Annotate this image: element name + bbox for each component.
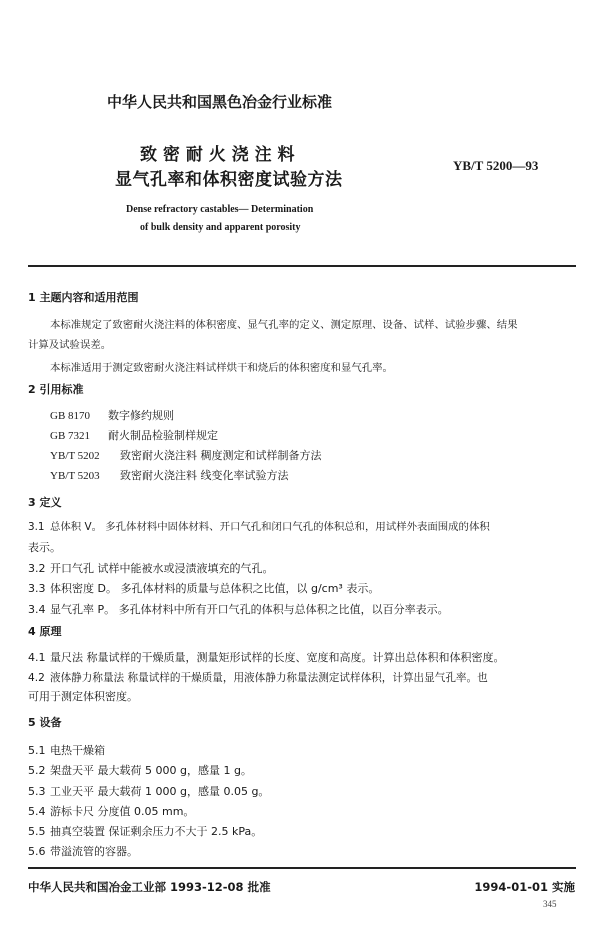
reference-title: 耐火制品检验制样规定 [108,429,218,442]
equipment-item [28,744,105,758]
clause-number: 5.4 [28,805,46,818]
clause-number: 5.5 [28,825,46,838]
page-number: 345 [543,899,557,909]
clause-number: 3.4 [28,603,46,616]
standard-code: YB/T 5200—93 [453,158,539,173]
reference-code: YB/T 5203 [50,470,100,482]
equipment-item [28,805,194,819]
clause-number: 3.1 [28,521,45,533]
reference-title: 致密耐火浇注料 线变化率试验方法 [120,469,289,482]
clause-text: 电热干燥箱 [50,744,105,757]
section-1-para-1-line-1: 本标准规定了致密耐火浇注料的体积密度、显气孔率的定义、测定原理、设备、试样、试验步骤、结果 [50,319,518,331]
definition-3-2 [28,562,274,576]
clause-number: 4.1 [28,651,46,664]
section-2-heading: 2 引用标准 [28,383,84,396]
clause-number: 4.2 [28,672,45,684]
clause-number: 5.6 [28,845,46,858]
section-1-heading: 1 主题内容和适用范围 [28,291,139,304]
clause-text: 抽真空装置 保证剩余压力不大于 2.5 kPa。 [50,825,263,838]
clause-number: 5.3 [28,785,46,798]
reference-item [50,449,322,463]
principle-4-2-cont: 可用于测定体积密度。 [28,690,138,703]
clause-number: 5.2 [28,764,46,777]
clause-number: 5.1 [28,744,46,757]
title-line-2: 显气孔率和体积密度试验方法 [115,170,343,190]
reference-code: GB 7321 [50,430,91,442]
clause-text: 架盘天平 最大载荷 5 000 g，感量 1 g。 [50,764,252,777]
reference-code: YB/T 5202 [50,450,100,462]
header-divider [28,265,576,267]
reference-item [50,469,289,483]
reference-title: 致密耐火浇注料 稠度测定和试样制备方法 [120,449,322,462]
clause-text: 工业天平 最大载荷 1 000 g，感量 0.05 g。 [50,785,270,798]
clause-text: 量尺法 称量试样的干燥质量，测量矩形试样的长度、宽度和高度。计算出总体积和体积密度。 [50,651,505,664]
principle-4-1 [28,651,505,665]
approval-note: 中华人民共和国冶金工业部 1993-12-08 批准 [28,880,271,894]
reference-code: GB 8170 [50,410,91,422]
definition-3-3 [28,582,379,596]
reference-item [50,429,218,443]
equipment-item [28,825,262,839]
section-1-para-2: 本标准适用于测定致密耐火浇注料试样烘干和烧后的体积密度和显气孔率。 [50,362,393,374]
english-title-line-1: Dense refractory castables— Determination [126,204,314,215]
clause-text: 总体积 V。 多孔体材料中固体材料、开口气孔和闭口气孔的体积总和，用试样外表面围成的体积 [50,521,490,533]
clause-number: 3.3 [28,582,46,595]
clause-text: 游标卡尺 分度值 0.05 mm。 [50,805,195,818]
issuer: 中华人民共和国黑色冶金行业标准 [107,93,333,111]
clause-number: 3.2 [28,562,46,575]
section-1-para-1-line-2: 计算及试验误差。 [28,339,112,351]
clause-text: 液体静力称量法 称量试样的干燥质量，用液体静力称量法测定试样体积，计算出显气孔率。也 [50,672,488,684]
principle-4-2 [28,671,488,685]
equipment-item [28,764,252,778]
definition-3-1 [28,520,490,534]
definition-3-1-cont: 表示。 [28,541,61,554]
reference-title: 数字修约规则 [108,409,174,422]
section-5-heading: 5 设备 [28,716,62,729]
reference-item [50,409,174,423]
effective-date: 1994-01-01 实施 [474,880,575,894]
clause-text: 开口气孔 试样中能被水或浸渍液填充的气孔。 [50,562,274,575]
clause-text: 带溢流管的容器。 [50,845,138,858]
section-4-heading: 4 原理 [28,625,62,638]
definition-3-4 [28,603,449,617]
title-line-1: 致 密 耐 火 浇 注 料 [140,145,295,165]
english-title-line-2: of bulk density and apparent porosity [140,222,301,233]
clause-text: 显气孔率 P。 多孔体材料中所有开口气孔的体积与总体积之比值，以百分率表示。 [50,603,449,616]
clause-text: 体积密度 D。 多孔体材料的质量与总体积之比值，以 g/cm³ 表示。 [50,582,380,595]
equipment-item [28,785,269,799]
footer-divider [28,867,576,869]
equipment-item [28,845,138,859]
section-3-heading: 3 定义 [28,496,62,509]
